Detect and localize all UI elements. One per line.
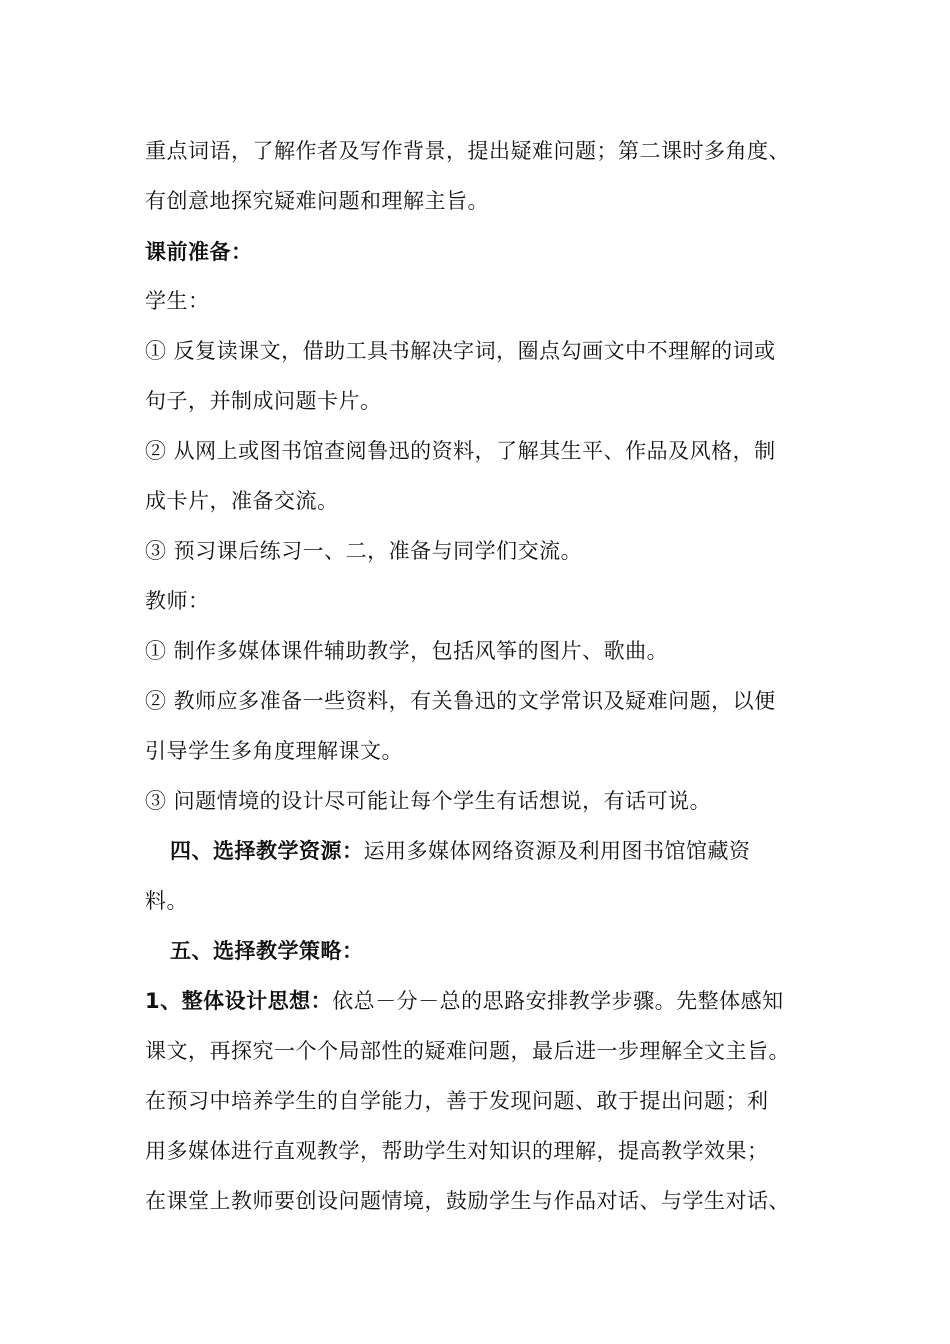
student-item-1: ① 反复读课文，借助工具书解决字词，圈点勾画文中不理解的词或 [145,339,776,363]
student-item-2: ② 从网上或图书馆查阅鲁迅的资料，了解其生平、作品及风格，制 [145,439,776,463]
student-item-2-cont: 成卡片，准备交流。 [145,489,339,513]
teacher-item-2: ② 教师应多准备一些资料，有关鲁迅的文学常识及疑难问题，以便 [145,689,776,713]
text-line: 重点词语，了解作者及写作背景，提出疑难问题；第二课时多角度、 [145,139,790,163]
teacher-item-2-cont: 引导学生多角度理解课文。 [145,739,403,763]
student-item-3: ③ 预习课后练习一、二，准备与同学们交流。 [145,539,583,563]
point-1-cont-3: 用多媒体进行直观教学，帮助学生对知识的理解，提高教学效果； [145,1139,769,1163]
teacher-label: 教师： [145,589,210,613]
point-1-text: 依总－分－总的思路安排教学步骤。先整体感知 [332,989,784,1013]
teacher-item-1: ① 制作多媒体课件辅助教学，包括风筝的图片、歌曲。 [145,639,669,663]
student-item-1-cont: 句子，并制成问题卡片。 [145,389,382,413]
teacher-item-3: ③ 问题情境的设计尽可能让每个学生有话想说，有话可说。 [145,789,712,813]
section-5-heading: 五、选择教学策略： [170,939,364,963]
section-4-text-cont: 料。 [145,889,188,913]
section-4-heading: 四、选择教学资源： [170,839,364,863]
section-heading-prep: 课前准备： [145,240,253,264]
point-1 [145,986,825,1016]
point-1-heading: 1、整体设计思想： [145,989,333,1013]
text-line: 有创意地探究疑难问题和理解主旨。 [145,189,489,213]
point-1-cont-1: 课文，再探究一个个局部性的疑难问题，最后进一步理解全文主旨。 [145,1039,790,1063]
section-4 [170,836,825,866]
point-1-cont-2: 在预习中培养学生的自学能力，善于发现问题、敢于提出问题；利 [145,1089,769,1113]
student-label: 学生： [145,289,210,313]
point-1-cont-4: 在课堂上教师要创设问题情境，鼓励学生与作品对话、与学生对话、 [145,1189,790,1213]
section-4-text: 运用多媒体网络资源及利用图书馆馆藏资 [363,839,751,863]
